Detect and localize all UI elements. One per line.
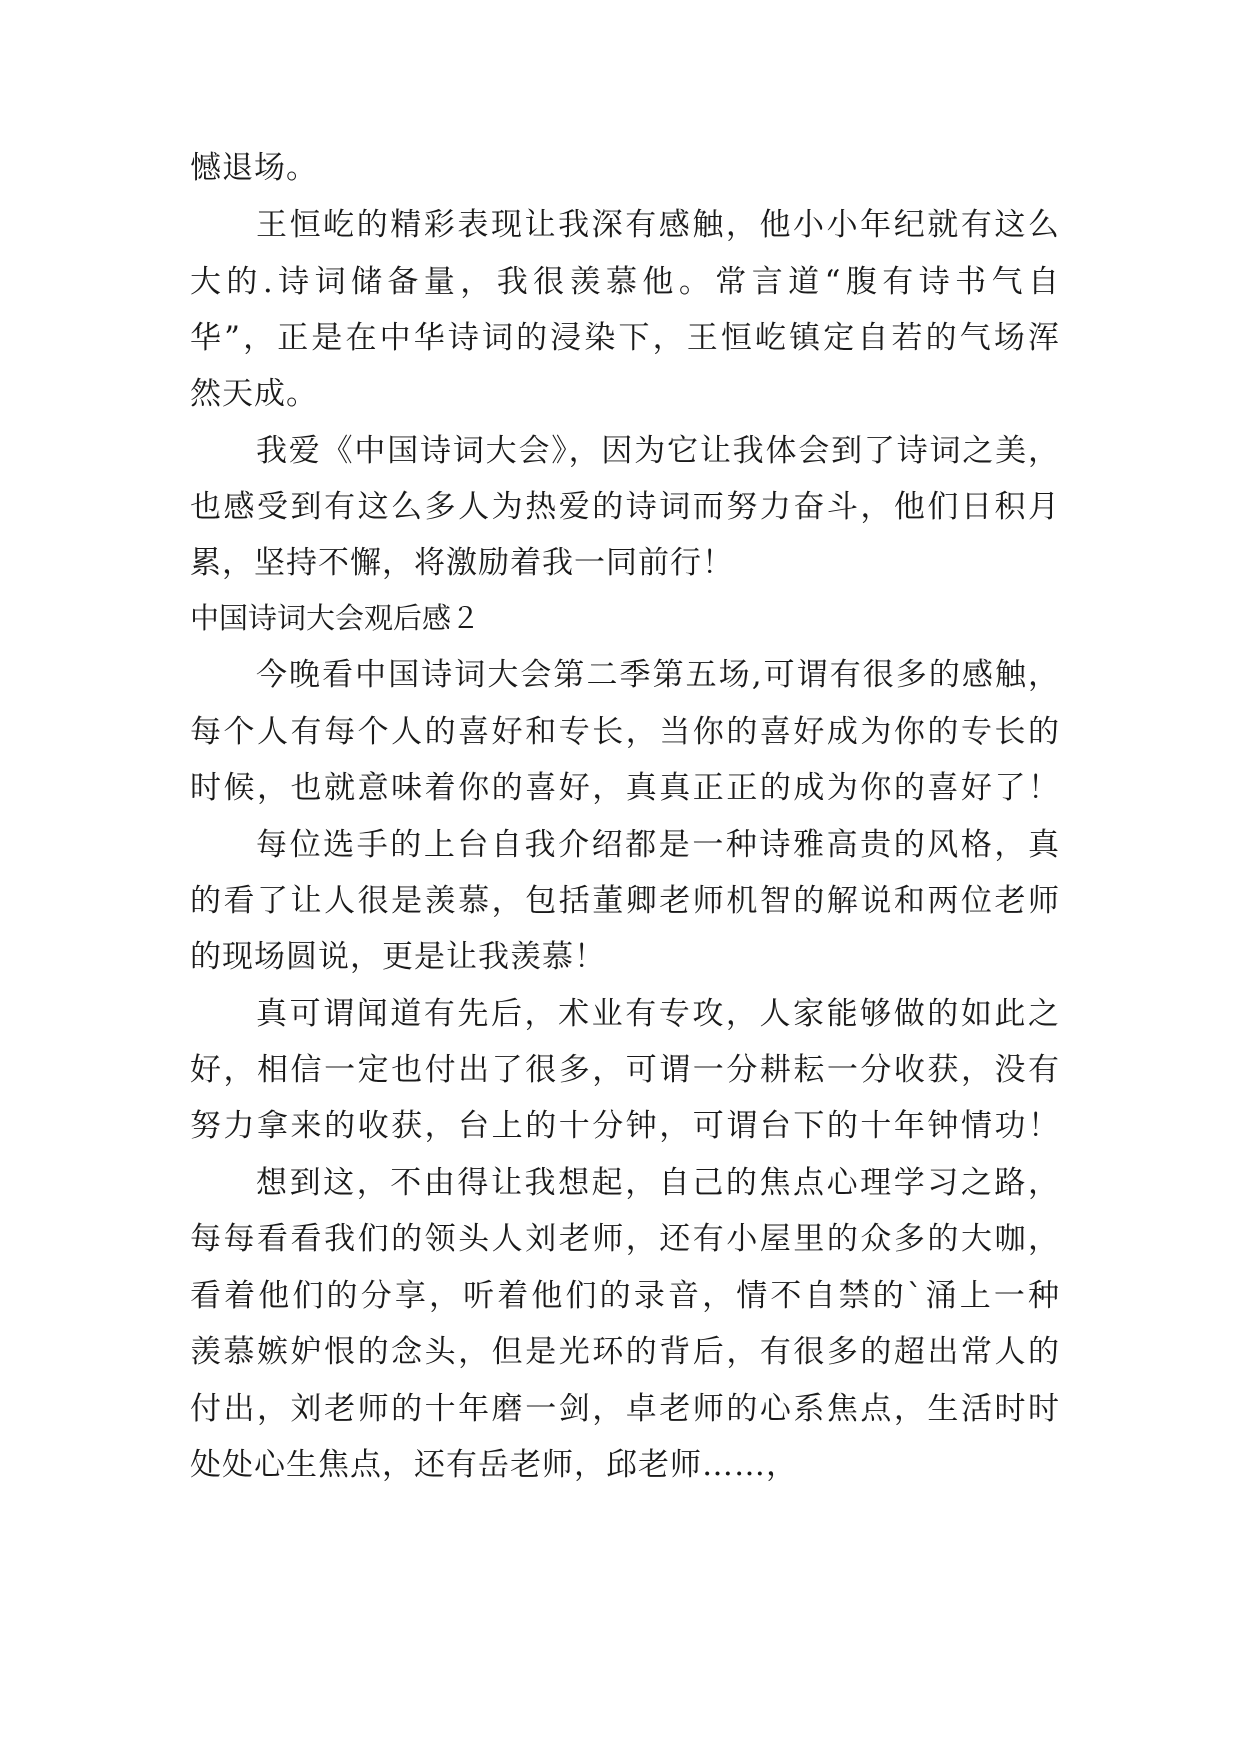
text-line: 付出，刘老师的十年磨一剑，卓老师的心系焦点，生活时时 xyxy=(190,1391,1060,1427)
text-line: 累，坚持不懈，将激励着我一同前行！ xyxy=(190,545,734,581)
text-line: 今晚看中国诗词大会第二季第五场,可谓有很多的感触， xyxy=(256,657,1060,693)
text-line: 每每看看我们的领头人刘老师，还有小屋里的众多的大咖， xyxy=(190,1221,1060,1257)
text-line: 想到这，不由得让我想起，自己的焦点心理学习之路， xyxy=(256,1165,1060,1201)
text-line: 真可谓闻道有先后，术业有专攻，人家能够做的如此之 xyxy=(256,996,1060,1032)
text-line: 时候，也就意味着你的喜好，真真正正的成为你的喜好了！ xyxy=(190,770,1060,806)
text-line: 处处心生焦点，还有岳老师，邱老师……， xyxy=(190,1447,798,1483)
text-line: 憾退场。 xyxy=(190,150,318,186)
text-line: 羡慕嫉妒恨的念头，但是光环的背后，有很多的超出常人的 xyxy=(190,1334,1060,1370)
text-line: 每位选手的上台自我介绍都是一种诗雅高贵的风格，真 xyxy=(256,827,1060,863)
text-line: 努力拿来的收获，台上的十分钟，可谓台下的十年钟情功！ xyxy=(190,1108,1060,1144)
text-line: 华”，正是在中华诗词的浸染下，王恒屹镇定自若的气场浑 xyxy=(190,320,1060,356)
text-line: 然天成。 xyxy=(190,376,318,412)
text-line: 的现场圆说，更是让我羡慕！ xyxy=(190,939,606,975)
text-line: 每个人有每个人的喜好和专长，当你的喜好成为你的专长的 xyxy=(190,714,1060,750)
text-line: 好，相信一定也付出了很多，可谓一分耕耘一分收获，没有 xyxy=(190,1052,1060,1088)
text-line: 我爱《中国诗词大会》，因为它让我体会到了诗词之美， xyxy=(256,433,1060,469)
text-line: 看着他们的分享，听着他们的录音，情不自禁的`涌上一种 xyxy=(190,1278,1060,1314)
text-line: 王恒屹的精彩表现让我深有感触，他小小年纪就有这么 xyxy=(256,207,1060,243)
text-line: 的看了让人很是羡慕，包括董卿老师机智的解说和两位老师 xyxy=(190,883,1060,919)
text-line: 大的.诗词储备量，我很羡慕他。常言道“腹有诗书气自 xyxy=(190,264,1060,300)
text-line: 也感受到有这么多人为热爱的诗词而努力奋斗，他们日积月 xyxy=(190,489,1060,525)
section-heading: 中国诗词大会观后感２ xyxy=(190,601,481,635)
